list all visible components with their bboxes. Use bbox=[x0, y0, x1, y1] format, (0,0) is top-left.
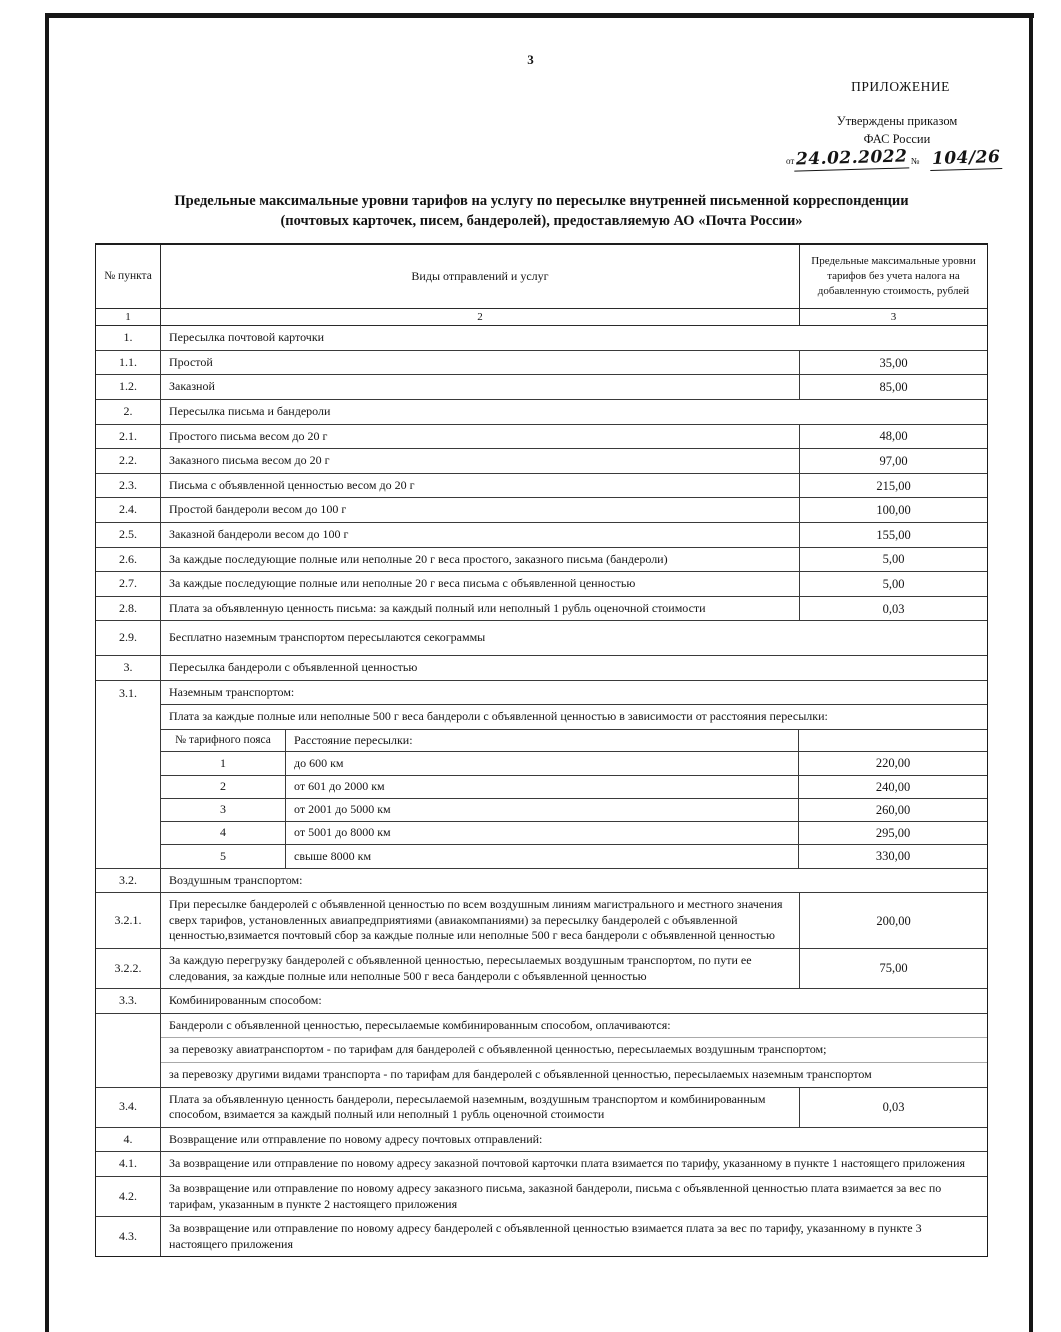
table-row-4 bbox=[96, 1128, 987, 1153]
row-number: 4.1. bbox=[96, 1152, 161, 1176]
row-group-content bbox=[161, 681, 987, 868]
subtable-header-row bbox=[161, 730, 987, 753]
table-row-4-2 bbox=[96, 1177, 987, 1217]
row-paragraph-1: Бандероли с объявленной ценностью, пересылаемые комбинированным способом, оплачиваются: bbox=[161, 1014, 987, 1039]
row-number bbox=[96, 1014, 161, 1087]
subtable-distance: свыше 8000 км bbox=[286, 845, 799, 867]
row-text: Бесплатно наземным транспортом пересылаются секограммы bbox=[169, 630, 486, 645]
table-row-2-7 bbox=[96, 572, 987, 597]
row-text: За каждые последующие полные или неполные 20 г веса простого, заказного письма (бандероли) bbox=[169, 551, 668, 566]
table-row-2-3 bbox=[96, 474, 987, 499]
column-number-1: 1 bbox=[96, 309, 161, 325]
column-header-item-number: № пункта bbox=[96, 245, 161, 308]
group-line-2: Плата за каждые полные или неполные 500 г веса бандероли с объявленной ценностью в зависимости от расстояния пересылки: bbox=[161, 705, 987, 730]
subtable-zone-number: 5 bbox=[161, 845, 286, 867]
table-row-1 bbox=[96, 326, 987, 351]
row-paragraphs bbox=[161, 1014, 987, 1087]
subtable-header-value bbox=[799, 730, 987, 752]
approved-by-block bbox=[778, 112, 1016, 148]
subtable-value: 330,00 bbox=[875, 849, 911, 864]
row-text: Возвращение или отправление по новому адресу почтовых отправлений: bbox=[169, 1131, 543, 1146]
table-header-row bbox=[96, 245, 987, 309]
subtable-zone-number: 3 bbox=[161, 799, 286, 821]
table-row-2-9 bbox=[96, 621, 987, 656]
table-body bbox=[96, 326, 987, 1256]
approved-line1: Утверждены приказом bbox=[836, 114, 958, 128]
table-row-3 bbox=[96, 656, 987, 681]
row-text: Пересылка письма и бандероли bbox=[169, 404, 331, 419]
row-number: 2. bbox=[96, 400, 161, 424]
subtable-value: 260,00 bbox=[875, 802, 911, 817]
row-number: 3.4. bbox=[96, 1088, 161, 1127]
subtable-distance: от 5001 до 8000 км bbox=[286, 822, 799, 844]
row-number: 3.1. bbox=[96, 681, 161, 868]
subtable-value: 220,00 bbox=[875, 756, 911, 771]
row-number: 4.2. bbox=[96, 1177, 161, 1216]
table-row-2-8 bbox=[96, 597, 987, 622]
row-number: 1. bbox=[96, 326, 161, 350]
row-text: Заказного письма весом до 20 г bbox=[169, 453, 330, 468]
row-text: Простой bbox=[169, 354, 213, 369]
order-number-sign: № bbox=[910, 156, 920, 166]
subtable-header-distance: Расстояние пересылки: bbox=[286, 730, 799, 752]
row-text: Пересылка почтовой карточки bbox=[169, 330, 325, 345]
row-text: Заказной бандероли весом до 100 г bbox=[169, 527, 349, 542]
table-row-3-2-2 bbox=[96, 949, 987, 989]
table-row-4-1 bbox=[96, 1152, 987, 1177]
subtable-distance: от 2001 до 5000 км bbox=[286, 799, 799, 821]
row-number: 2.9. bbox=[96, 621, 161, 655]
table-row-2-6 bbox=[96, 548, 987, 573]
row-number: 3.2. bbox=[96, 869, 161, 893]
row-number: 2.4. bbox=[96, 498, 161, 522]
row-text: Комбинированным способом: bbox=[169, 993, 322, 1008]
row-value: 35,00 bbox=[799, 351, 987, 375]
subtable-row-4 bbox=[161, 822, 987, 845]
table-row-3-4 bbox=[96, 1088, 987, 1128]
column-number-2: 2 bbox=[477, 311, 483, 323]
table-row-3-1 bbox=[96, 681, 987, 869]
table-row bbox=[96, 1014, 987, 1088]
row-value: 200,00 bbox=[799, 893, 987, 948]
column-number-3: 3 bbox=[799, 309, 987, 325]
table-row-2-1 bbox=[96, 425, 987, 450]
table-row-1-2 bbox=[96, 375, 987, 400]
row-text: Простого письма весом до 20 г bbox=[169, 428, 328, 443]
subtable-row-3 bbox=[161, 799, 987, 822]
page-frame-right bbox=[1029, 13, 1033, 1332]
row-number: 3.3. bbox=[96, 989, 161, 1013]
row-value: 0,03 bbox=[799, 597, 987, 621]
column-numbers-row bbox=[96, 309, 987, 326]
row-number: 1.2. bbox=[96, 375, 161, 399]
table-row-1-1 bbox=[96, 351, 987, 376]
row-paragraph-3: за перевозку другими видами транспорта - по тарифам для бандеролей с объявленной ценностью, пересылаемых наземным транспортом bbox=[169, 1066, 872, 1081]
page-frame-top bbox=[45, 13, 1034, 18]
table-row-3-2-1 bbox=[96, 893, 987, 949]
row-text: Плата за объявленную ценность письма: за каждый полный или неполный 1 рубль оценочной стоимости bbox=[169, 600, 706, 615]
row-paragraph-2: за перевозку авиатранспортом - по тарифам для бандеролей с объявленной ценностью, пересылаемых воздушным транспортом; bbox=[161, 1038, 987, 1063]
column-header-max-tariff: Предельные максимальные уровни тарифов без учета налога на добавленную стоимость, рублей bbox=[799, 245, 987, 308]
table-row-3-2 bbox=[96, 869, 987, 894]
row-number: 4. bbox=[96, 1128, 161, 1152]
document-title-line2: (почтовых карточек, писем, бандеролей), предоставляемую АО «Почта России» bbox=[280, 213, 803, 230]
document-title bbox=[95, 191, 988, 232]
order-number-handwritten: 104/26 bbox=[930, 147, 1003, 171]
row-number: 2.8. bbox=[96, 597, 161, 621]
subtable-zone-number: 1 bbox=[161, 752, 286, 774]
row-value: 97,00 bbox=[799, 449, 987, 473]
subtable-zone-number: 2 bbox=[161, 776, 286, 798]
row-number: 1.1. bbox=[96, 351, 161, 375]
row-value: 0,03 bbox=[799, 1088, 987, 1127]
row-value: 155,00 bbox=[799, 523, 987, 547]
appendix-label: ПРИЛОЖЕНИЕ bbox=[851, 79, 950, 94]
row-text: За возвращение или отправление по новому адресу заказной почтовой карточки плата взимается по тарифу, указанному в пункте 1 настоящего приложения bbox=[169, 1156, 966, 1171]
row-text: Письма с объявленной ценностью весом до 20 г bbox=[169, 477, 415, 492]
row-text: Простой бандероли весом до 100 г bbox=[169, 502, 347, 517]
row-number: 4.3. bbox=[96, 1217, 161, 1256]
row-text: За каждые последующие полные или неполные 20 г веса письма с объявленной ценностью bbox=[169, 576, 636, 591]
row-value: 48,00 bbox=[799, 425, 987, 449]
row-value: 100,00 bbox=[799, 498, 987, 522]
tariff-table bbox=[95, 243, 988, 1257]
subtable-row-2 bbox=[161, 776, 987, 799]
row-text: При пересылке бандеролей с объявленной ценностью по всем воздушным линиям магистрального и местного значения сверх тарифов, установленных авиапредприятиями (авиакомпаниями) за пересылку бандеролей с объявленной ценностью,взимается почтовый сбор за каждые полные или неполные 500 г веса бандероли с объявленной ценностью bbox=[169, 897, 783, 943]
document-title-line1: Предельные максимальные уровни тарифов на услугу по пересылке внутренней письменной корреспонденции bbox=[174, 193, 909, 209]
row-text: Плата за объявленную ценность бандероли, пересылаемой наземным, воздушным транспортом и комбинированным способом, взимается за каждый полный или неполный 1 рубль оценочной стоимости bbox=[169, 1091, 766, 1122]
table-row-2-2 bbox=[96, 449, 987, 474]
row-text: Пересылка бандероли с объявленной ценностью bbox=[169, 660, 418, 675]
order-date-prefix: от bbox=[786, 156, 795, 166]
row-text: Заказной bbox=[169, 379, 215, 394]
row-value: 85,00 bbox=[799, 375, 987, 399]
table-row-3-3 bbox=[96, 989, 987, 1014]
column-header-service-kinds: Виды отправлений и услуг bbox=[411, 268, 549, 283]
row-number: 3. bbox=[96, 656, 161, 680]
row-number: 2.5. bbox=[96, 523, 161, 547]
row-value: 5,00 bbox=[799, 548, 987, 572]
table-row-2-5 bbox=[96, 523, 987, 548]
row-text: За каждую перегрузку бандеролей с объявленной ценностью, пересылаемых воздушным транспортом, по пути ее следования, за каждые полные или неполные 500 г веса бандероли с объявленной ценностью bbox=[169, 953, 752, 983]
subtable-zone-number: 4 bbox=[161, 822, 286, 844]
row-value: 215,00 bbox=[799, 474, 987, 498]
order-date-handwritten: 24.02.2022 bbox=[794, 146, 910, 171]
row-value: 5,00 bbox=[799, 572, 987, 596]
subtable-distance: до 600 км bbox=[286, 752, 799, 774]
row-number: 3.2.2. bbox=[96, 949, 161, 988]
row-number: 2.6. bbox=[96, 548, 161, 572]
subtable-value: 295,00 bbox=[875, 826, 911, 841]
subtable-row-1 bbox=[161, 752, 987, 775]
page-frame-left bbox=[45, 13, 49, 1332]
subtable-distance: от 601 до 2000 км bbox=[286, 776, 799, 798]
order-date-number-line bbox=[786, 148, 1026, 170]
group-line-1: Наземным транспортом: bbox=[161, 681, 987, 706]
row-number: 3.2.1. bbox=[96, 893, 161, 948]
row-number: 2.7. bbox=[96, 572, 161, 596]
row-value: 75,00 bbox=[799, 949, 987, 988]
row-text: Воздушным транспортом: bbox=[169, 872, 303, 887]
subtable-header-zone: № тарифного пояса bbox=[161, 730, 286, 752]
row-text: За возвращение или отправление по новому адресу заказного письма, заказной бандероли, письма с объявленной ценностью плата взимается за вес по тарифам, указанным в пункте 2 настоящего приложения bbox=[169, 1180, 942, 1211]
row-number: 2.1. bbox=[96, 425, 161, 449]
table-row-2-4 bbox=[96, 498, 987, 523]
subtable-value: 240,00 bbox=[875, 779, 911, 794]
row-number: 2.2. bbox=[96, 449, 161, 473]
table-row-4-3 bbox=[96, 1217, 987, 1256]
page-number: 3 bbox=[527, 52, 534, 67]
approved-line2: ФАС России bbox=[863, 132, 931, 147]
row-number: 2.3. bbox=[96, 474, 161, 498]
table-row-2 bbox=[96, 400, 987, 425]
subtable-row-5 bbox=[161, 845, 987, 867]
row-text: За возвращение или отправление по новому адресу бандеролей с объявленной ценностью взимается плата за вес по тарифу, указанному в пункте 3 настоящего приложения bbox=[169, 1221, 922, 1251]
